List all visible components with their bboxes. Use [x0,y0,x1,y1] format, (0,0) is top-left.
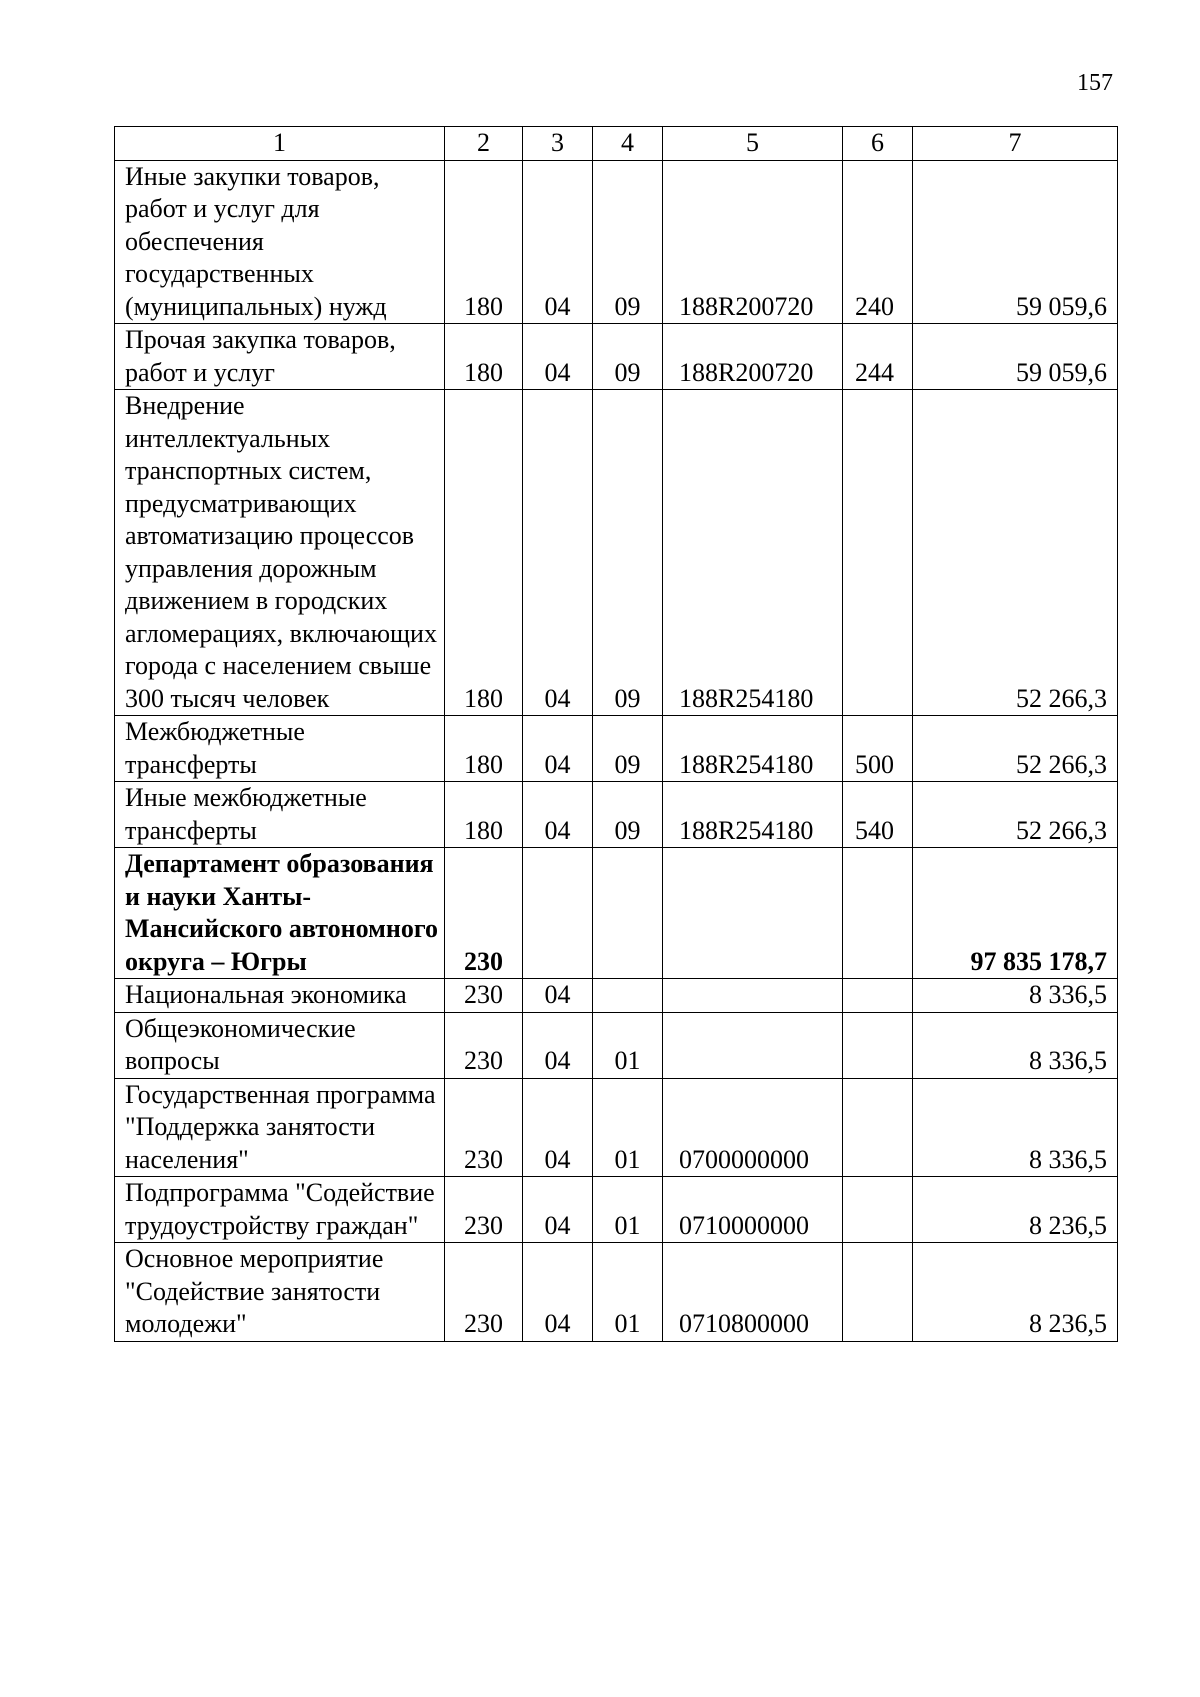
cell-name: Основное мероприятие "Содействие занятости молодежи" [115,1243,445,1342]
cell-amount: 8 336,5 [913,979,1118,1013]
cell-subsection: 01 [593,1243,663,1342]
cell-amount: 52 266,3 [913,390,1118,716]
table-row [115,324,1118,390]
cell-target-article: 188R254180 [663,716,843,782]
cell-name: Департамент образования и науки Ханты-Мансийского автономного округа – Югры [115,848,445,979]
cell-grbs: 230 [445,1243,523,1342]
cell-subsection: 01 [593,1012,663,1078]
cell-expense-type [843,1078,913,1177]
cell-amount: 52 266,3 [913,716,1118,782]
column-header: 2 [445,127,523,161]
column-header: 5 [663,127,843,161]
cell-expense-type [843,390,913,716]
cell-name: Прочая закупка товаров, работ и услуг [115,324,445,390]
column-header: 7 [913,127,1118,161]
column-header: 6 [843,127,913,161]
cell-grbs: 230 [445,1078,523,1177]
cell-amount: 8 236,5 [913,1243,1118,1342]
cell-expense-type [843,1012,913,1078]
cell-name: Общеэкономические вопросы [115,1012,445,1078]
cell-name: Межбюджетные трансферты [115,716,445,782]
table-row [115,1012,1118,1078]
cell-name: Внедрение интеллектуальных транспортных систем, предусматривающих автоматизацию процессов управления дорожным движением в городских агломерациях, включающих города с населением свыше 300 тысяч человек [115,390,445,716]
cell-expense-type [843,979,913,1013]
cell-expense-type: 540 [843,782,913,848]
cell-subsection: 09 [593,782,663,848]
cell-expense-type: 500 [843,716,913,782]
cell-amount: 8 336,5 [913,1012,1118,1078]
cell-section: 04 [523,716,593,782]
cell-subsection: 01 [593,1078,663,1177]
cell-target-article [663,1012,843,1078]
cell-subsection: 09 [593,390,663,716]
cell-grbs: 230 [445,848,523,979]
column-header: 4 [593,127,663,161]
table-body [115,160,1118,1341]
cell-grbs: 230 [445,979,523,1013]
cell-section: 04 [523,1078,593,1177]
cell-subsection: 09 [593,160,663,324]
table-row [115,1177,1118,1243]
cell-target-article: 188R254180 [663,782,843,848]
cell-subsection [593,848,663,979]
cell-grbs: 180 [445,390,523,716]
cell-target-article [663,979,843,1013]
cell-amount: 8 336,5 [913,1078,1118,1177]
cell-target-article: 188R254180 [663,390,843,716]
cell-grbs: 180 [445,782,523,848]
cell-subsection [593,979,663,1013]
table-row [115,390,1118,716]
budget-table [114,126,1118,1342]
cell-expense-type [843,1177,913,1243]
table-row [115,1078,1118,1177]
table-row [115,979,1118,1013]
cell-amount: 59 059,6 [913,160,1118,324]
table-row [115,716,1118,782]
cell-expense-type: 240 [843,160,913,324]
column-header: 3 [523,127,593,161]
cell-subsection: 09 [593,324,663,390]
cell-expense-type [843,848,913,979]
cell-section [523,848,593,979]
cell-grbs: 180 [445,324,523,390]
cell-target-article [663,848,843,979]
cell-target-article: 0700000000 [663,1078,843,1177]
table-row [115,160,1118,324]
cell-amount: 8 236,5 [913,1177,1118,1243]
cell-grbs: 230 [445,1177,523,1243]
column-header: 1 [115,127,445,161]
table-header-row [115,127,1118,161]
cell-name: Иные закупки товаров, работ и услуг для обеспечения государственных (муниципальных) нужд [115,160,445,324]
page-number: 157 [1077,70,1113,96]
cell-subsection: 01 [593,1177,663,1243]
cell-section: 04 [523,1177,593,1243]
cell-name: Иные межбюджетные трансферты [115,782,445,848]
cell-amount: 59 059,6 [913,324,1118,390]
cell-target-article: 0710000000 [663,1177,843,1243]
cell-name: Национальная экономика [115,979,445,1013]
table-row [115,848,1118,979]
cell-grbs: 230 [445,1012,523,1078]
cell-expense-type: 244 [843,324,913,390]
cell-section: 04 [523,1243,593,1342]
cell-target-article: 188R200720 [663,160,843,324]
table-row [115,782,1118,848]
cell-section: 04 [523,324,593,390]
cell-subsection: 09 [593,716,663,782]
cell-amount: 52 266,3 [913,782,1118,848]
cell-name: Государственная программа "Поддержка занятости населения" [115,1078,445,1177]
cell-section: 04 [523,782,593,848]
table-row [115,1243,1118,1342]
cell-section: 04 [523,979,593,1013]
cell-section: 04 [523,1012,593,1078]
cell-target-article: 0710800000 [663,1243,843,1342]
cell-amount: 97 835 178,7 [913,848,1118,979]
cell-grbs: 180 [445,716,523,782]
cell-target-article: 188R200720 [663,324,843,390]
cell-grbs: 180 [445,160,523,324]
cell-expense-type [843,1243,913,1342]
cell-section: 04 [523,160,593,324]
cell-section: 04 [523,390,593,716]
cell-name: Подпрограмма "Содействие трудоустройству граждан" [115,1177,445,1243]
